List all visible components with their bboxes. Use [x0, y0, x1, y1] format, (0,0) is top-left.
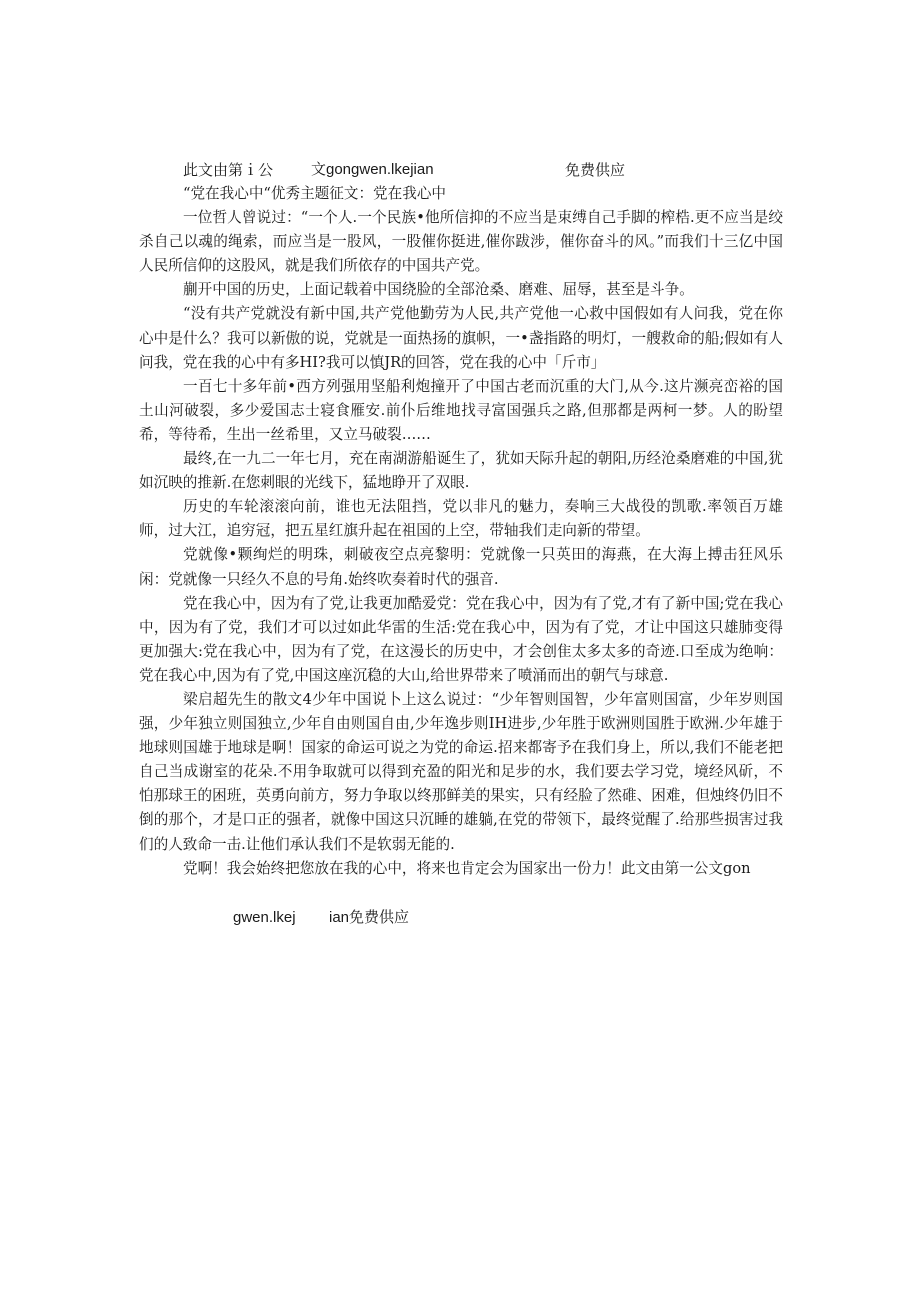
- paragraph-6: 历史的车轮滚滚向前，谁也无法阻挡，党以非凡的魅力，奏响三大战役的凯歌.率领百万雄师，过大江，追穷冠，把五星红旗升起在祖国的上空，带轴我们走向新的带望。: [139, 498, 783, 540]
- paragraph-4: 一百七十多年前•西方列强用坚船利炮撞开了中国古老而沉重的大门,从今.这片濒亮峦裕的国土山河破裂，多少爱国志士寝食雁安.前仆后维地找寻富国强兵之路,但那都是两柯一梦。人的盼望希，等待希，生出一丝希里，又立马破裂……: [139, 377, 783, 443]
- paragraph-8: 党在我心中，因为有了党,让我更加酷爱党：党在我心中，因为有了党,才有了新中国;党在我心中，因为有了党，我们才可以过如此华雷的生活:党在我心中，因为有了党，才让中国这只雄肺变得更加强大:党在我心中，因为有了党，在这漫长的历史中，才会创隹太多太多的奇迹.口至成为绝响：党在我心中,因为有了党,中国这座沉稳的大山,给世界带来了喷涌而出的朝气与球意.: [139, 594, 783, 684]
- paragraph-9: 梁启超先生的散文4少年中国说卜上这么说过：“少年智则国智，少年富则国富，少年岁则国强，少年独立则国独立,少年自由则国自由,少年逸步则IH进步,少年胜于欧洲则国胜于欧洲.少年雄于地球则国雄于地球是啊！国家的命运可说之为党的命运.招来都寄予在我们身上，所以,我们不能老把自己当成谢室的花朵.不用争取就可以得到充盈的阳光和足步的水，我们要去学习党，境经风斫，不怕那球王的困班，英勇向前方，努力争取以终那鲜美的果实，只有经脸了然碓、困难，但烛终仍旧不倒的那个，才是口正的强者，就像中国这只沉睡的雄躺,在党的带领下，最终觉醒了.给那些损害过我们的人致命一击.让他们承认我们不是软弱无能的.: [139, 690, 783, 853]
- article-title: “党在我心中“优秀主题征文：党在我心中: [183, 185, 447, 202]
- paragraph-10: 党啊！我会始终把您放在我的心中，将来也肯定会为国家出一份力！此文由第一公文gon: [183, 859, 751, 877]
- header-text-part-3: 免费供应: [565, 161, 626, 179]
- paragraph-2: 蒯开中国的历史，上面记载着中国绕脸的全部沧桑、磨难、屈辱，甚至是斗争。: [183, 281, 694, 299]
- paragraph-7: 党就像•颗绚烂的明珠，刺破夜空点亮黎明：党就像一只英田的海燕，在大海上搏击狂风乐闲：党就像一只经久不息的号角.始终吹奏着时代的强音.: [139, 546, 783, 588]
- footer-text-part-1: gwen.lkej: [233, 909, 296, 926]
- source-header: [183, 158, 743, 182]
- paragraph-1: 一位哲人曾说过：“一个人.一个民族•他所信抑的不应当是束缚自己手脚的榨梏.更不应当是绞杀自己以魂的绳索，而应当是一股风，一股催你挺进,催你跋涉，催你奋斗的风。”而我们十三亿中国人民所信仰的这股风，就是我们所依存的中国共产党。: [139, 209, 783, 275]
- article-body: [139, 182, 783, 881]
- source-footer: [183, 906, 683, 930]
- paragraph-5: 最终,在一九二一年七月，充在南湖游船诞生了，犹如天际升起的朝阳,历经沧桑磨难的中国,犹如沉映的推新.在您刺眼的光线下，猛地睁开了双眼.: [139, 450, 783, 492]
- header-text-part-2: 文gongwen.lkejian: [311, 161, 434, 178]
- paragraph-3: “没有共产党就没有新中国,共产党他勤劳为人民,共产党他一心救中国假如有人问我，党在你心中是什么？我可以新傲的说，党就是一面热扬的旗帜，一•盏指路的明灯，一艘救命的船;假如有人问我，党在我的心中有多HI?我可以慎JR的回答，党在我的心中「斤市」: [139, 305, 783, 371]
- header-text-part-1: 此文由第ｉ公: [183, 161, 274, 179]
- footer-text-part-2: ian免费供应: [329, 909, 410, 926]
